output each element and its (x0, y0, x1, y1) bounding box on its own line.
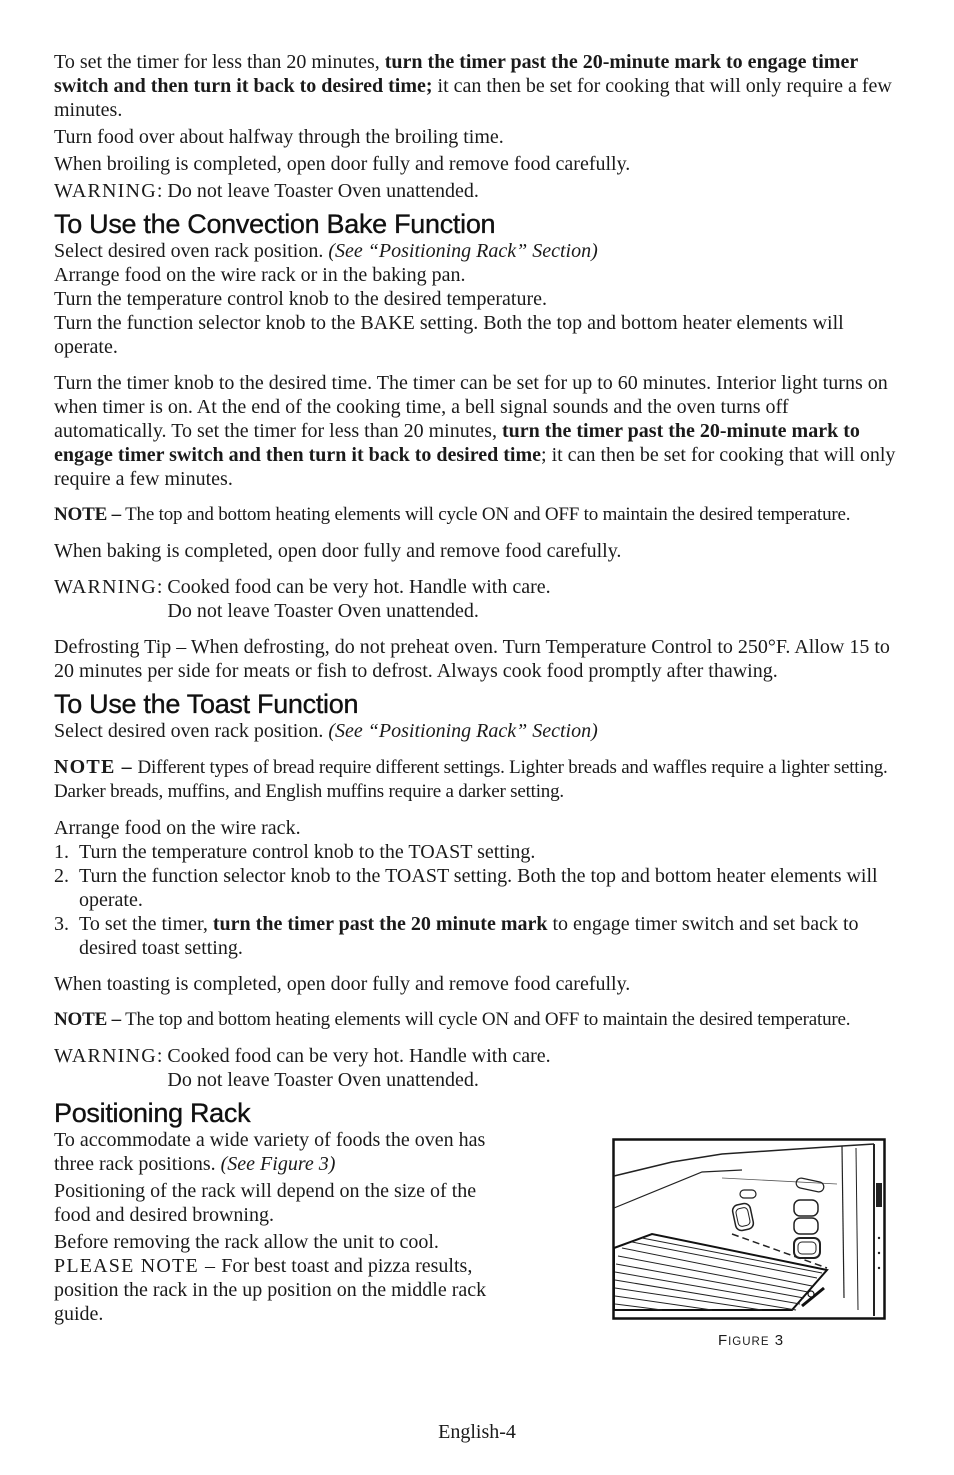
step-number: 2. (54, 865, 69, 887)
broil-timer-paragraph (54, 50, 902, 122)
warning-label-wrap: WARNING: (54, 576, 168, 598)
p1-ref: (See Figure 3) (220, 1153, 336, 1175)
positioning-heading: Positioning Rack (54, 1098, 251, 1128)
toast-warning (54, 1044, 902, 1092)
step-text: Turn the temperature control knob to the TOAST setting. (79, 841, 536, 863)
broil-warning: WARNING: Do not leave Toaster Oven unattended. (54, 180, 479, 202)
toast-heading: To Use the Toast Function (54, 689, 359, 719)
warning-label: WARNING (54, 180, 157, 202)
warning-line-1: Cooked food can be very hot. Handle with care. (167, 1045, 551, 1067)
please-note-text: For best toast and pizza results, position the rack in the up position on the middle rack guide. (54, 1255, 487, 1325)
toast-steps (54, 840, 902, 960)
select-rack-ref: (See “Positioning Rack” Section) (328, 240, 598, 262)
toast-note (54, 755, 902, 804)
convection-select-rack (54, 239, 902, 263)
convection-function: Turn the function selector knob to the BAKE setting. Both the top and bottom heater elements will operate. (54, 312, 844, 358)
caption-rest: IGURE (728, 1336, 770, 1348)
positioning-text (54, 1128, 514, 1349)
positioning-p2: Positioning of the rack will depend on the size of the food and desired browning. (54, 1180, 477, 1226)
positioning-section (54, 1128, 902, 1349)
select-rack-ref: (See “Positioning Rack” Section) (328, 720, 598, 742)
step-bold: turn the timer past the 20 minute mark (212, 913, 548, 935)
figure-caption (612, 1332, 890, 1349)
step-number: 1. (54, 841, 69, 863)
positioning-p1 (54, 1128, 514, 1176)
toast-completed: When toasting is completed, open door fully and remove food carefully. (54, 973, 631, 995)
page-number: English-4 (438, 1421, 516, 1443)
convection-timer-post: ; it can then be set for cooking that will only require a few minutes. (54, 444, 896, 490)
step-post: to engage timer switch and set back to desired toast setting. (79, 913, 859, 959)
caption-number: 3 (774, 1332, 785, 1349)
list-item (54, 864, 902, 912)
convection-temp: Turn the temperature control knob to the desired temperature. (54, 288, 547, 310)
convection-heading: To Use the Convection Bake Function (54, 209, 496, 239)
note-label: NOTE – (54, 504, 121, 525)
toast-note-2 (54, 1008, 902, 1032)
positioning-note (54, 1254, 514, 1326)
warning-label-wrap: WARNING: (54, 1045, 168, 1067)
figure-3 (612, 1138, 890, 1349)
convection-timer-pre: Turn the timer knob to the desired time. The timer can be set for up to 60 minutes. Interior light turns on when timer is on. At the end of the cooking time, a bell signal sounds and the oven turns off automatically. To set the timer for less than 20 minutes, (54, 372, 888, 442)
list-item (54, 912, 902, 960)
broil-turn-food: Turn food over about halfway through the broiling time. (54, 126, 504, 148)
warning-lines (167, 1044, 550, 1092)
note-label: NOTE – (54, 1009, 121, 1030)
defrost-tip: Defrosting Tip – When defrosting, do not preheat oven. Turn Temperature Control to 250°F. Allow 15 to 20 minutes per side for meats or fish to defrost. Always cook food promptly after thawing. (54, 636, 890, 682)
convection-note (54, 503, 902, 527)
caption-initial: F (717, 1332, 729, 1349)
warning-line-1: Cooked food can be very hot. Handle with care. (167, 576, 551, 598)
warning-text: Do not leave Toaster Oven unattended. (167, 180, 479, 202)
convection-timer-bold: turn the timer past the 20-minute mark to engage timer switch and then turn it back to desired time (54, 420, 860, 466)
note-text: The top and bottom heating elements will cycle ON and OFF to maintain the desired temperature. (125, 504, 851, 525)
positioning-p3: Before removing the rack allow the unit to cool. (54, 1231, 439, 1253)
convection-completed: When baking is completed, open door fully and remove food carefully. (54, 540, 622, 562)
warning-lines (167, 575, 550, 623)
note-text: Different types of bread require different settings. Lighter breads and waffles require a lighter setting. Darker breads, muffins, and English muffins require a darker setting. (54, 757, 888, 802)
note-label: NOTE – (54, 756, 133, 778)
broil-timer-post: it can then be set for cooking that will only require a few minutes. (54, 75, 892, 121)
step-number: 3. (54, 913, 69, 935)
step-pre: To set the timer, (79, 913, 208, 935)
step-text (79, 912, 902, 960)
warning-line-2: Do not leave Toaster Oven unattended. (167, 1069, 479, 1091)
toast-arrange: Arrange food on the wire rack. (54, 817, 301, 839)
please-note-label: PLEASE NOTE – (54, 1255, 217, 1277)
toast-select-rack (54, 719, 902, 743)
broil-completed: When broiling is completed, open door fully and remove food carefully. (54, 153, 631, 175)
list-item (54, 840, 902, 864)
p1-text: To accommodate a wide variety of foods the oven has three rack positions. (54, 1129, 486, 1175)
warning-label: WARNING (54, 1045, 157, 1067)
step-text: Turn the function selector knob to the TOAST setting. Both the top and bottom heater elements will operate. (79, 865, 878, 911)
note-text: The top and bottom heating elements will cycle ON and OFF to maintain the desired temperature. (125, 1009, 851, 1030)
convection-arrange: Arrange food on the wire rack or in the baking pan. (54, 264, 466, 286)
warning-line-2: Do not leave Toaster Oven unattended. (167, 600, 479, 622)
broil-timer-pre: To set the timer for less than 20 minutes, (54, 51, 380, 73)
warning-label: WARNING (54, 576, 157, 598)
select-rack-text: Select desired oven rack position. (54, 720, 324, 742)
manual-page (54, 50, 902, 1349)
broil-timer-bold: turn the timer past the 20-minute mark to engage timer switch and then turn it back to desired time; (54, 51, 858, 97)
convection-timer-paragraph (54, 371, 902, 491)
oven-rack-illustration (612, 1138, 886, 1320)
select-rack-text: Select desired oven rack position. (54, 240, 324, 262)
convection-warning (54, 575, 902, 623)
